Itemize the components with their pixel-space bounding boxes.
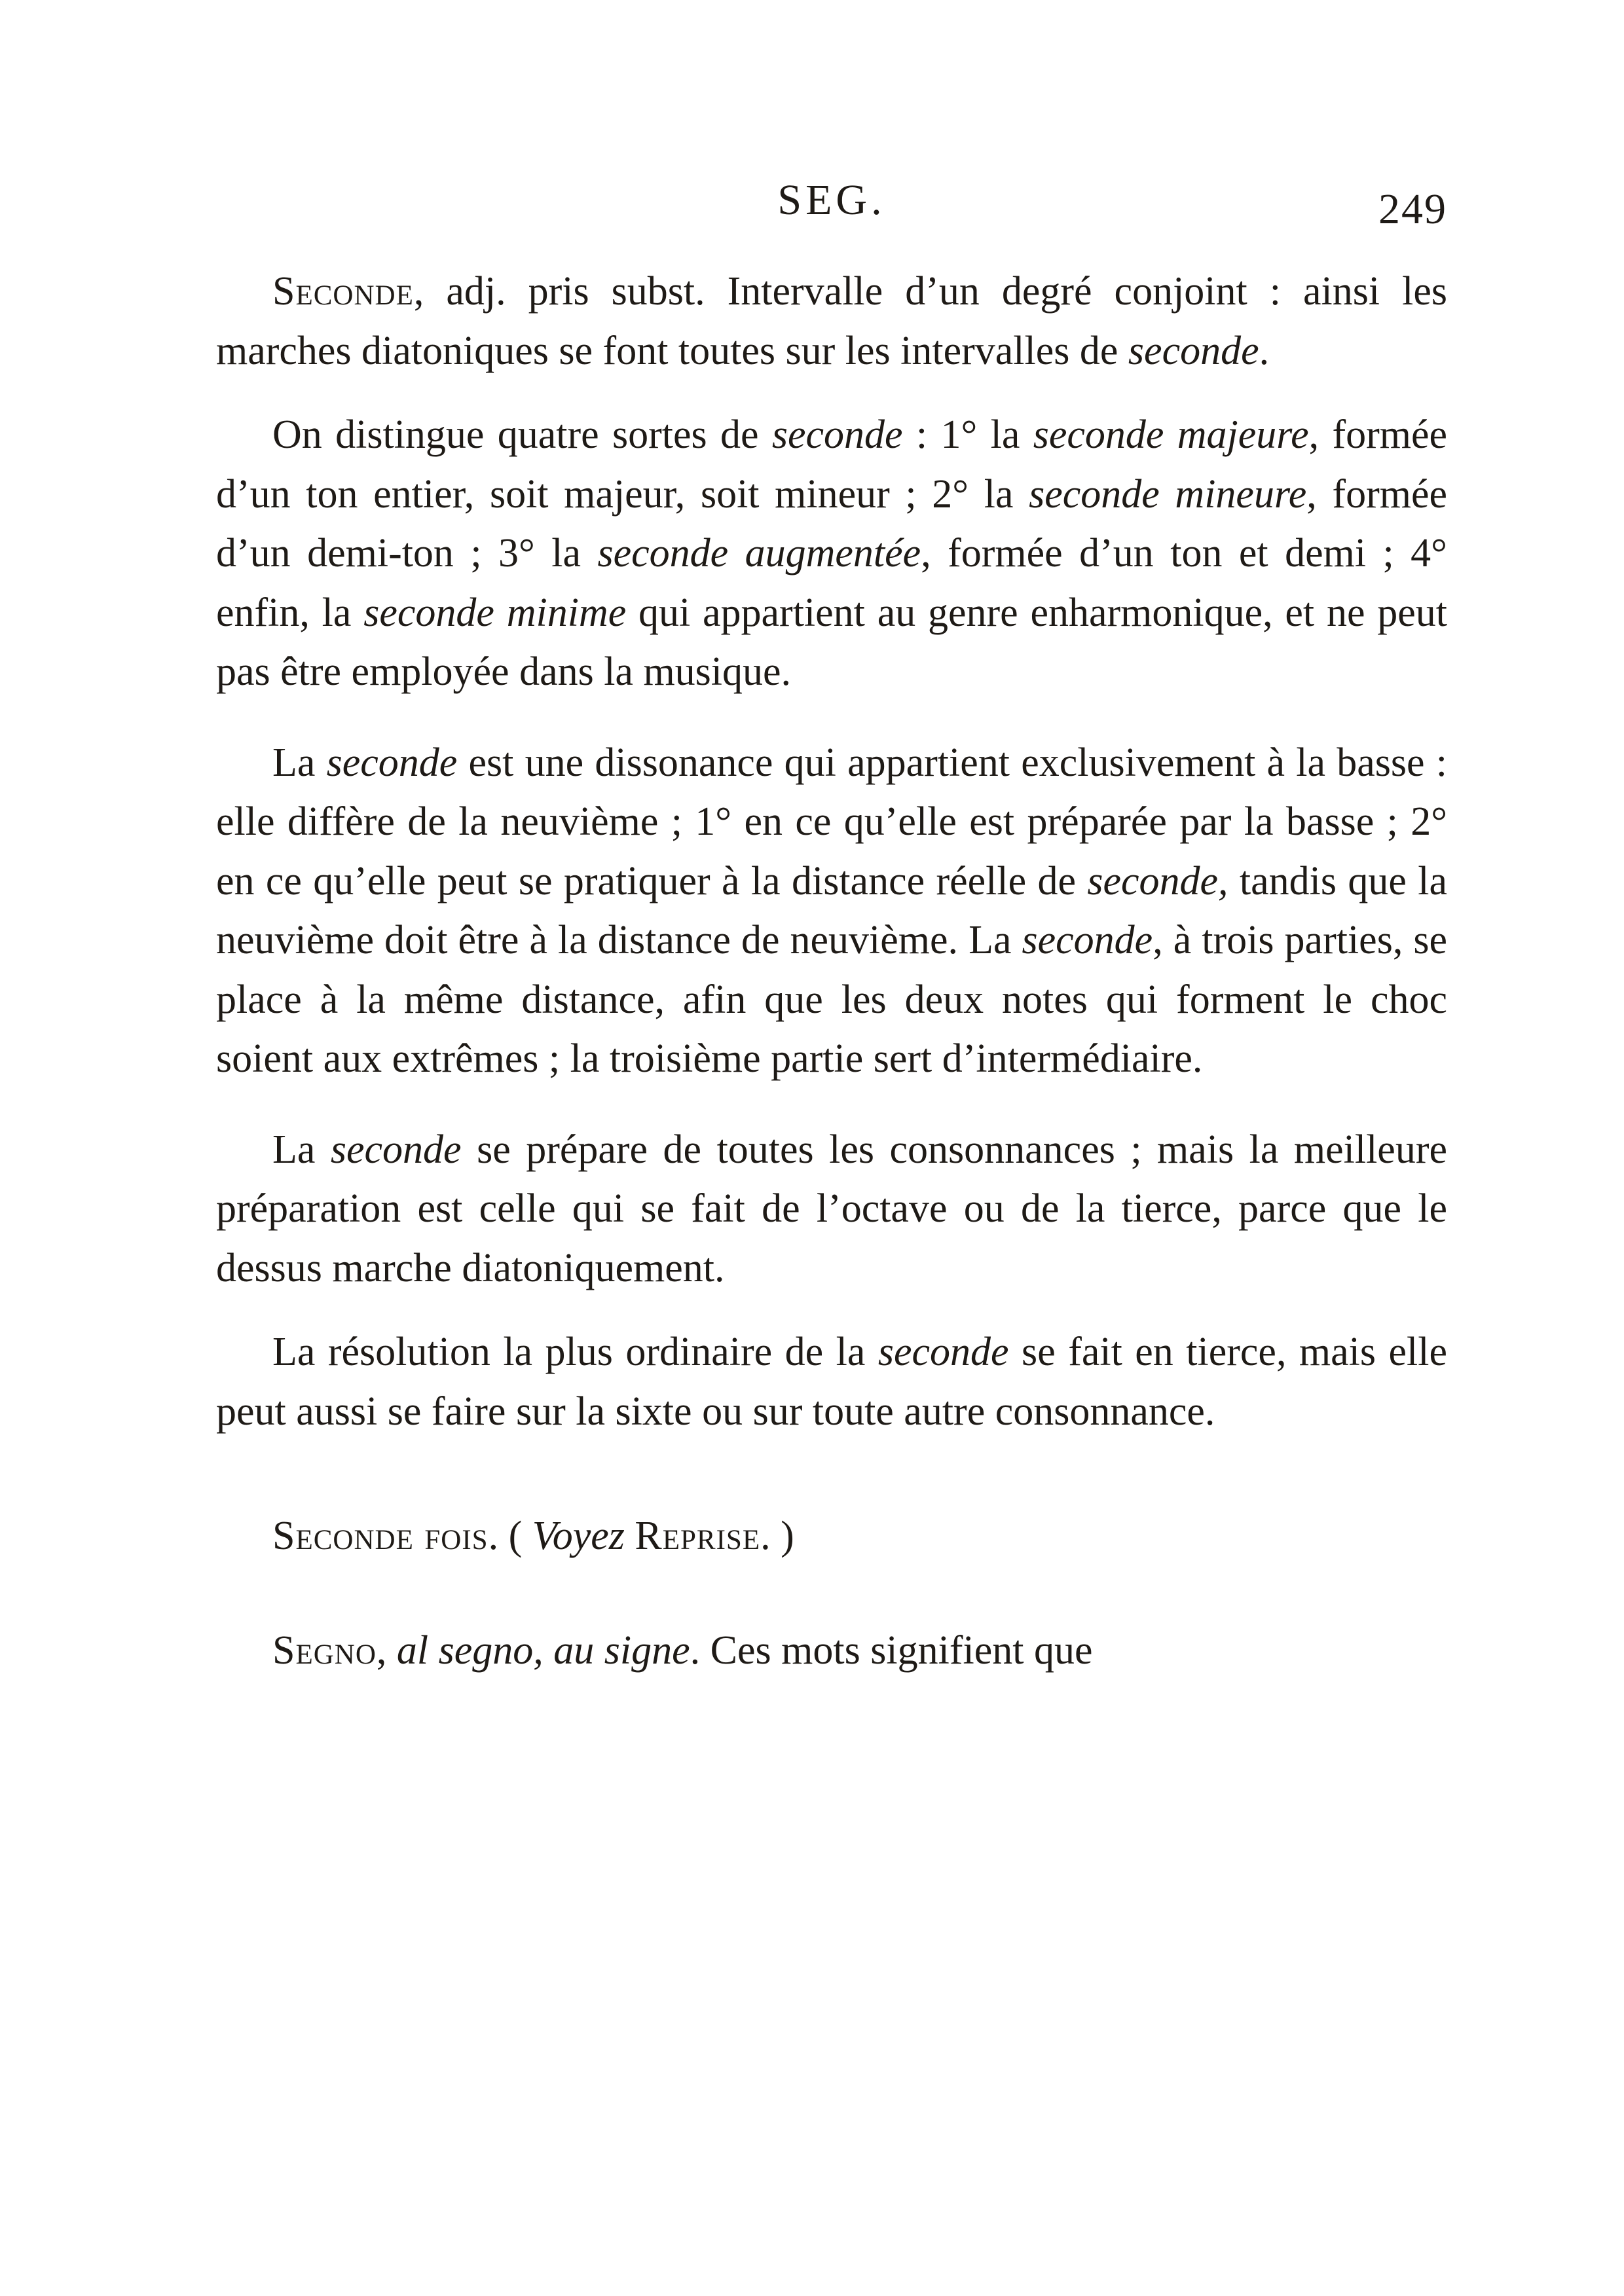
italic-term: seconde [330, 1127, 462, 1172]
italic-term: al segno, au signe [396, 1628, 690, 1673]
italic-term: seconde [877, 1330, 1009, 1374]
text-run: . ( [488, 1514, 532, 1558]
text-run: , adj. pris subst. Intervalle d’un degré conjoint : ainsi les marches diatoniques se font toutes sur les intervalles de [216, 269, 1447, 373]
italic-term: seconde majeure [1033, 412, 1309, 457]
text-run: , [376, 1628, 397, 1673]
italic-term: seconde [326, 740, 458, 785]
text-run: se prépare de toutes les consonnances ; mais la meilleure préparation est celle qui se fait de l’octave ou de la tierce, parce que le dessus marche diatoniquement. [216, 1127, 1447, 1290]
headword-seconde-fois: Seconde fois [272, 1514, 489, 1558]
text-run: , formée d’un demi-ton ; 3° la [216, 471, 1447, 575]
text-run: . ) [760, 1514, 794, 1558]
paragraph-preparation [216, 1120, 1447, 1298]
page-body [216, 262, 1447, 1680]
running-head: SEG. [777, 176, 886, 224]
text-run: . [1259, 328, 1270, 373]
italic-voyez: Voyez [532, 1514, 625, 1558]
cross-reference-reprise: Reprise [635, 1514, 761, 1558]
text-run: tandis que la neuvième doit être à la distance de neuvième. La [216, 858, 1447, 962]
italic-term: seconde augmentée [597, 531, 921, 575]
page-header [216, 175, 1447, 247]
paragraph-dissonance [216, 733, 1447, 1089]
text-run: , formée d’un ton entier, soit majeur, soit mineur ; 2° la [216, 412, 1448, 517]
entry-seconde-definition [216, 262, 1447, 380]
text-run: La résolution la plus ordinaire de la [272, 1330, 878, 1374]
italic-term: seconde mineure [1029, 471, 1307, 517]
text-run [625, 1514, 635, 1558]
text-run: La [272, 740, 327, 785]
text-run: : 1° la [902, 412, 1033, 457]
page-number: 249 [1378, 185, 1447, 233]
entry-segno [216, 1621, 1447, 1681]
text-run: , formée d’un ton et demi ; 4° enfin, la [216, 531, 1447, 635]
text-run: est une dissonance qui appartient exclusivement à la basse : elle diffère de la neuvième ; 1° en ce qu’elle est préparée par la basse ; 2° en ce qu’elle peut se pratiquer à la distance réelle de [216, 740, 1448, 903]
text-run: se fait en tierce, mais elle peut aussi se faire sur la sixte ou sur toute autre consonnance. [216, 1330, 1447, 1434]
italic-term: seconde [771, 412, 903, 457]
text-run: qui appartient au genre enharmonique, et ne peut pas être employée dans la musique. [216, 590, 1448, 694]
headword-segno: Segno [272, 1628, 377, 1673]
italic-term: seconde, [1087, 858, 1228, 903]
italic-term: seconde [1022, 918, 1153, 962]
paragraph-resolution [216, 1322, 1447, 1441]
text-run: On distingue quatre sortes de [272, 412, 772, 457]
italic-term: seconde minime [363, 590, 627, 635]
text-run: . Ces mots signifient que [690, 1628, 1093, 1673]
paragraph-kinds-of-seconde [216, 405, 1447, 702]
headword-seconde: Seconde [272, 269, 414, 314]
text-run: , à trois parties, se place à la même distance, afin que les deux notes qui forment le choc soient aux extrêmes ; la troisième partie sert d’intermédiaire. [216, 918, 1448, 1081]
italic-term: seconde [1128, 328, 1259, 373]
text-run: La [272, 1127, 331, 1172]
entry-seconde-fois [216, 1506, 1447, 1566]
